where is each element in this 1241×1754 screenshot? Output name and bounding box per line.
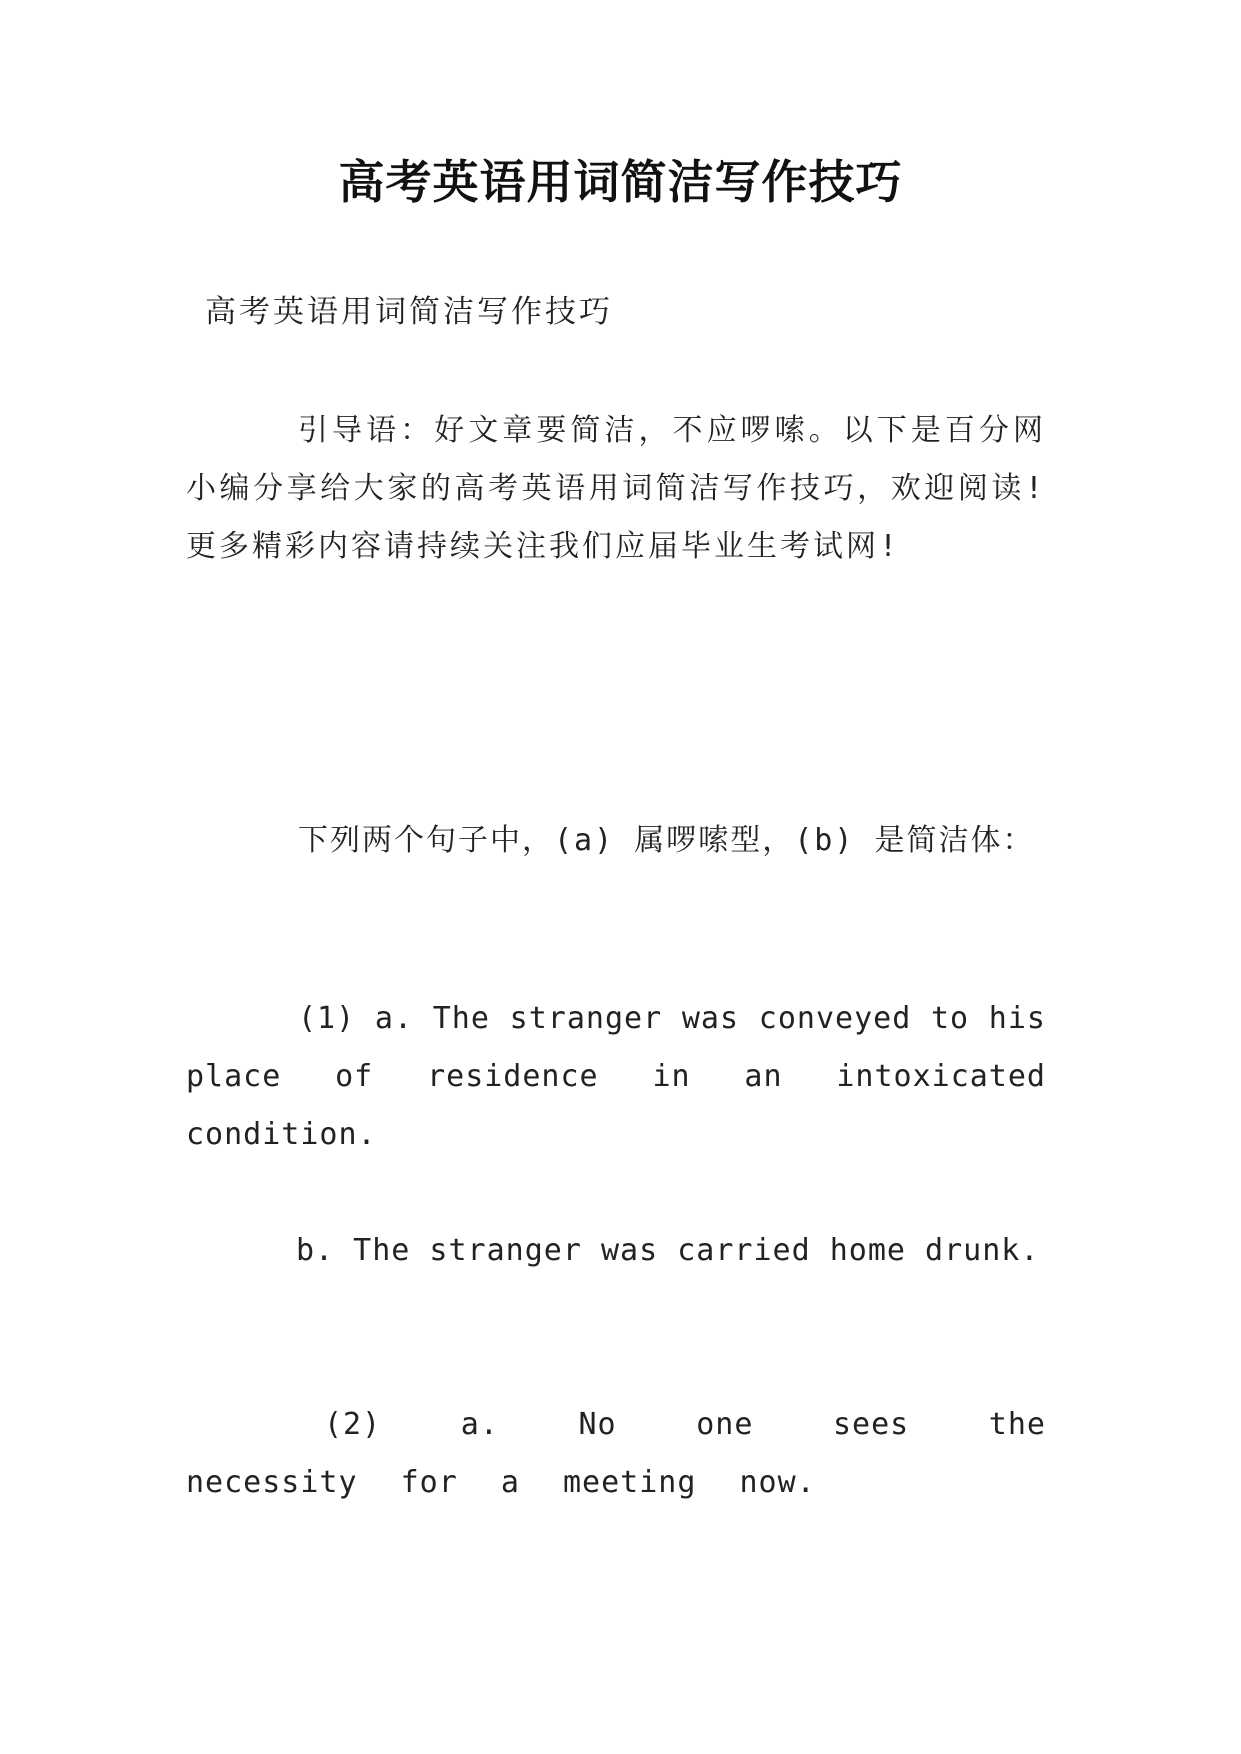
intro-paragraph: 引导语：好文章要简洁，不应啰嗦。以下是百分网小编分享给大家的高考英语用词简洁写作技巧，欢迎阅读!更多精彩内容请持续关注我们应届毕业生考试网! (186, 413, 1046, 564)
example-1a-paragraph: (1) a. The stranger was conveyed to his place of residence in an intoxicated condition. (186, 1001, 1046, 1152)
example-2a-paragraph: (2) a. No one sees the necessity for a meeting now. (186, 1407, 1046, 1500)
document-title: 高考英语用词简洁写作技巧 (338, 155, 903, 209)
document-subtitle: 高考英语用词简洁写作技巧 (205, 294, 613, 330)
lead-paragraph: 下列两个句子中，(a) 属啰嗦型，(b) 是简洁体： (298, 823, 1035, 858)
example-1b-paragraph: b. The stranger was carried home drunk. (296, 1233, 1040, 1268)
